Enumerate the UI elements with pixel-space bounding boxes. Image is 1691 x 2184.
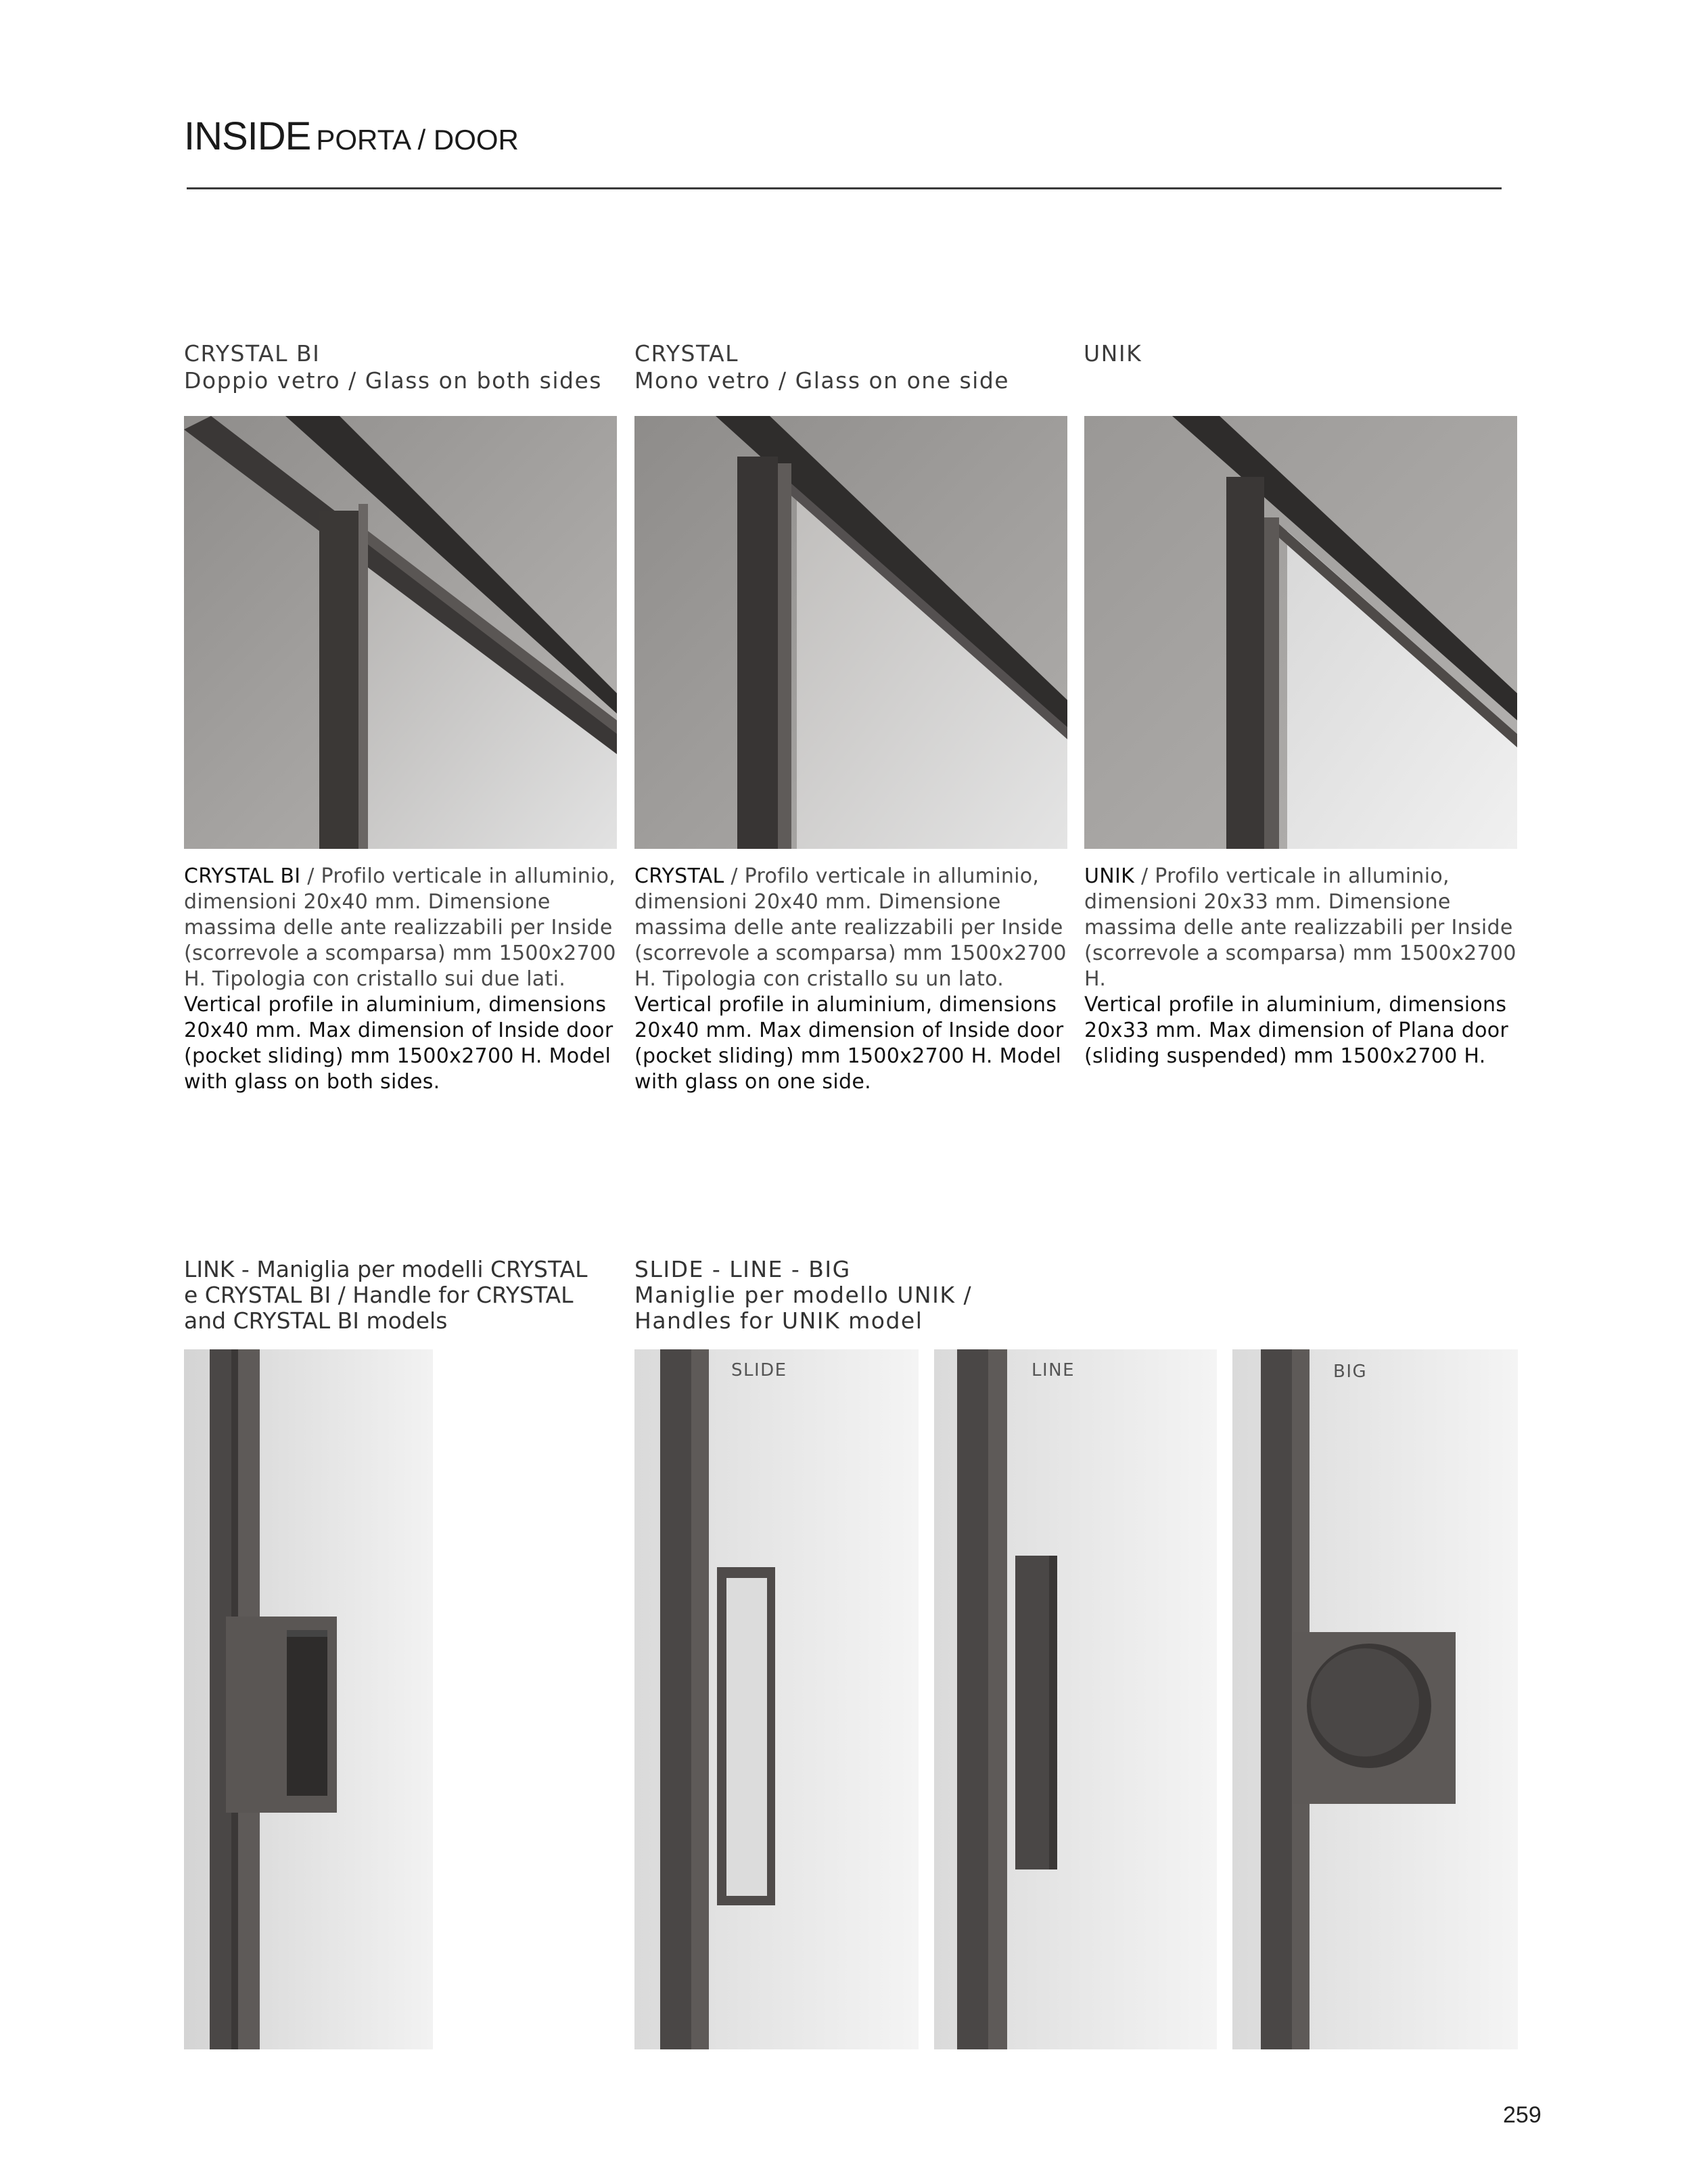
photo-handle-link [184,1349,433,2049]
handle-heading-unik [634,1257,972,1334]
model-name: CRYSTAL [634,340,739,367]
model-subtitle: Mono vetro / Glass on one side [634,367,1010,394]
label-line: LINE [1032,1360,1075,1380]
photo-crystal-bi [184,416,617,849]
photo-handle-line [934,1349,1217,2049]
desc-english: Vertical profile in aluminium, dimensions 20x40 mm. Max dimension of Inside door (pocket sliding) mm 1500x2700 H. Model with glass on one side. [634,993,1064,1094]
model-heading-crystal [634,340,1009,394]
desc-unik [1084,864,1517,1069]
desc-english: Vertical profile in aluminium, dimensions 20x33 mm. Max dimension of Plana door (sliding suspended) mm 1500x2700 H. [1084,993,1509,1068]
heading-line: and CRYSTAL BI models [184,1307,448,1334]
heading-line: LINK - Maniglia per modelli CRYSTAL [184,1256,588,1282]
desc-crystal-bi [184,864,617,1095]
desc-italian: / Profilo verticale in alluminio, dimensioni 20x40 mm. Dimensione massima delle ante realizzabili per Inside (scorrevole a scomparsa) mm 1500x2700 H. Tipologia con cristallo su un lato. [634,864,1067,991]
page-number: 259 [1503,2102,1542,2128]
model-subtitle: Doppio vetro / Glass on both sides [184,367,602,394]
photo-crystal [634,416,1067,849]
photo-handle-slide [634,1349,919,2049]
desc-model-name: CRYSTAL BI [184,864,301,888]
heading-line: SLIDE - LINE - BIG [634,1256,851,1282]
model-heading-unik [1084,340,1142,367]
title-sub: PORTA / DOOR [316,124,519,156]
heading-line: Handles for UNIK model [634,1307,923,1334]
label-slide: SLIDE [731,1360,787,1380]
page-title [184,114,519,159]
label-big: BIG [1333,1362,1368,1382]
desc-model-name: UNIK [1084,864,1135,888]
handle-heading-link [184,1257,588,1334]
model-name: CRYSTAL BI [184,340,321,367]
heading-line: Maniglie per modello UNIK / [634,1282,973,1308]
desc-crystal [634,864,1067,1095]
desc-model-name: CRYSTAL [634,864,724,888]
model-name: UNIK [1084,340,1142,367]
title-main: INSIDE [184,114,311,158]
heading-line: e CRYSTAL BI / Handle for CRYSTAL [184,1282,574,1308]
desc-italian: / Profilo verticale in alluminio, dimensioni 20x40 mm. Dimensione massima delle ante realizzabili per Inside (scorrevole a scomparsa) mm 1500x2700 H. Tipologia con cristallo sui due lati. [184,864,616,991]
photo-handle-big [1232,1349,1518,2049]
desc-italian: / Profilo verticale in alluminio, dimensioni 20x33 mm. Dimensione massima delle ante realizzabili per Inside (scorrevole a scomparsa) mm 1500x2700 H. [1084,864,1516,991]
desc-english: Vertical profile in aluminium, dimensions 20x40 mm. Max dimension of Inside door (pocket sliding) mm 1500x2700 H. Model with glass on both sides. [184,993,613,1094]
model-heading-crystal-bi [184,340,602,394]
header-divider [187,187,1502,189]
photo-unik [1084,416,1517,849]
